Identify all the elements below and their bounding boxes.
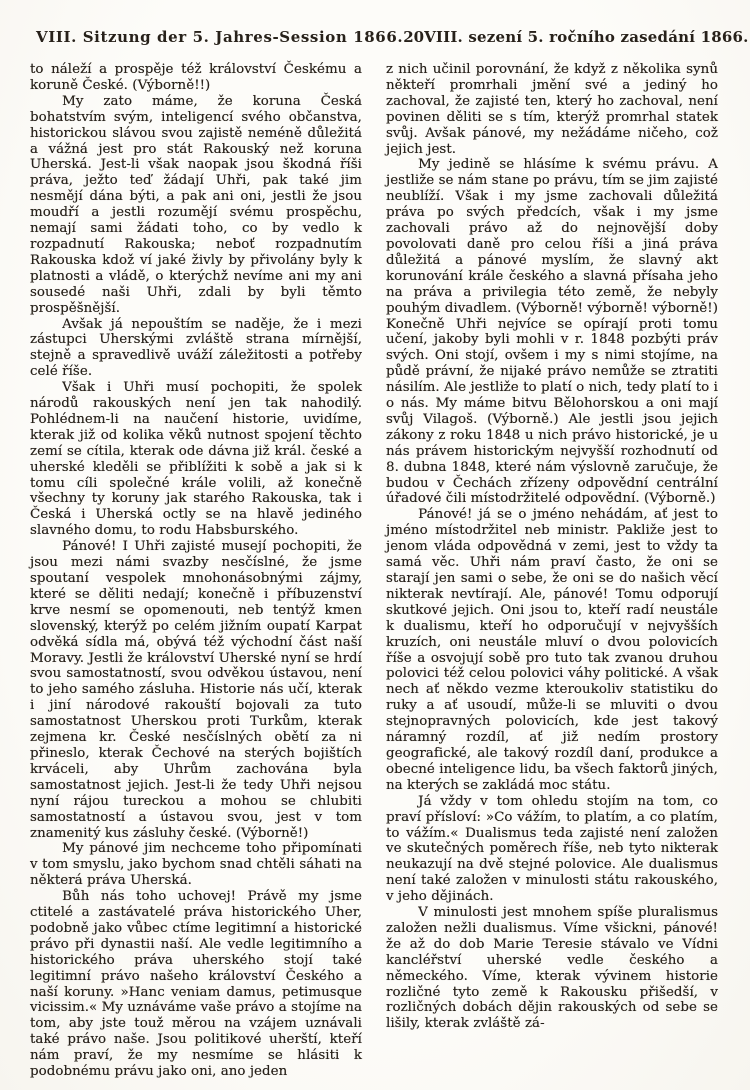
left-column (30, 62, 362, 1080)
paragraph: My pánové jim nechceme toho připomínati v tom smyslu, jako bychom snad chtěli sáhati na některá práva Uherská. (30, 841, 362, 889)
paragraph: V minulosti jest mnohem spíše pluralismus založen nežli dualismus. Víme všickni, pánové! že až do dob Marie Teresie stávalo ve Vídni kancléřství uherské vedle českého a německého. Víme, kterak vývinem historie rozličné tyto země k Rakousku přišedší, v rozličných dobách dějin rakouských od sebe se lišily, kterak zvláště zá- (386, 905, 718, 1032)
page-number: 20 (403, 28, 425, 46)
header-title-czech: VIII. sezení 5. ročního zasedání 1866. (424, 28, 749, 46)
paragraph: My jedině se hlásíme k svému právu. A jestliže se nám stane po právu, tím se jim zajisté neublíží. Však i my jsme zachovali důležitá práva po svých předcích, však i my jsme zachovali právo až do nejnovější doby povolovati daně pro celou říši a jiná práva důležitá a pánové myslím, že slavný akt korunování krále českého a slavná přísaha jeho na práva a privilegia této země, že nebyly pouhým divadlem. (Výborně! výborně! výborně!) Konečně Uhři nejvíce se opírají proti tomu učení, jakoby byli mohli v r. 1848 pozbýti práv svých. Oni stojí, ovšem i my s nimi stojíme, na půdě právní, že nijaké právo nemůže se ztratiti násilím. Ale jestliže to platí o nich, tedy platí to i o nás. My máme bitvu Bělohorskou a oni mají svůj Vilagoš. (Výborně.) Ale jestli jsou jejich zákony z roku 1848 u nich právo historické, je u nás právem historickým nejvyšší rozhodnutí od 8. dubna 1848, které nám výslovně zaručuje, že budou v Čechách zřízeny odpovědní centrální úřadové čili místodržitelé odpovědní. (Výborně.) (386, 157, 718, 507)
header-title-german: VIII. Sitzung der 5. Jahres-Session 1866. (36, 28, 404, 46)
paragraph: z nich učinil porovnání, že když z několika synů někteří promrhali jmění své a jediný ho zachoval, že zajisté ten, který ho zachoval, není povinen děliti se s tím, kterýž promrhal statek svůj. Avšak pánové, my nežádáme ničeho, což jejich jest. (386, 62, 718, 157)
paragraph: to náleží a prospěje též království Českému a koruně České. (Výborně!!) (30, 62, 362, 93)
paragraph: Však i Uhři musí pochopiti, že spolek národů rakouských není jen tak nahodilý. Pohlédnem-li na naučení historie, uvidíme, kterak již od kolika věků nutnost spojení těchto zemí se cítila, kterak ode dávna již král. české a uherské kleděli se přiblížiti k sobě a jak si k tomu cíli společné krále volili, až konečně všechny ty koruny jak starého Rakouska, tak i Česká i Uherská octly se na hlavě jediného slavného domu, to rodu Habsburského. (30, 380, 362, 539)
paragraph: Pánové! já se o jméno nehádám, ať jest to jméno místodržitel neb ministr. Pakliže jest to jenom vláda odpovědná v zemi, jest to vždy ta samá věc. Uhři nám praví často, že oni se starají jen sami o sebe, že oni se do našich věcí nikterak nevtírají. Ale, pánové! Tomu odporují skutkové jejich. Oni jsou to, kteří radí neustále k dualismu, kteří ho odporučují v nejvyšších kruzích, oni neustále mluví o dvou polovicích říše a osvojují sobě pro tuto tak zvanou druhou polovici též celou polovici váhy politické. A však nech ať někdo vezme kteroukoliv statistiku do ruky a ať usoudí, může-li se mluviti o dvou stejnopravných polovicích, kde jest takový náramný rozdíl, ať již nedím prostory geografické, ale takový rozdíl daní, produkce a obecné inteligence lidu, ba všech faktorů jiných, na kterých se zakládá moc státu. (386, 507, 718, 793)
paragraph: Já vždy v tom ohledu stojím na tom, co praví přísloví: »Co vážím, to platím, a co platím, to vážím.« Dualismus teda zajisté není založen ve skutečných poměrech říše, neb tyto nikterak neukazují na dvě stejné polovice. Ale dualismus není také založen v minulosti státu rakouského, v jeho dějinách. (386, 793, 718, 905)
paragraph: My zato máme, že koruna Česká bohatstvím svým, inteligencí svého občanstva, historickou slávou svou zajistě neméně důležitá a vážná jest pro stát Rakouský než koruna Uherská. Jest-li však naopak jsou škodná říši práva, ježto teď žádají Uhři, pak také jim nesmějí dána býti, a pak ani oni, jestli že jsou moudří a jestli rozumějí svému prospěchu, nemají sami žádati toho, co by vedlo k rozpadnutí Rakouska; neboť rozpadnutím Rakouska kdož ví jaké živly by přivolány byly k platnosti a vládě, o kterýchž nevíme ani my ani sousedé naši Uhři, zdali by byli těmto prospěšnější. (30, 93, 362, 316)
right-column (386, 62, 718, 1080)
page-header (36, 28, 749, 46)
paragraph: Avšak já nepouštím se naděje, že i mezi zástupci Uherskými zvláště strana mírnější, stejně a spravedlivě uváží záležitosti a potřeby celé říše. (30, 316, 362, 380)
paragraph: Pánové! I Uhři zajisté musejí pochopiti, že jsou mezi námi svazby nesčíslné, že jsme spoutaní vespolek mnohonásobnými zájmy, které se děliti nedají; konečně i příbuzenství krve nesmí se opomenouti, neb tentýž kmen slovenský, kterýž po celém jižním oupatí Karpat odvěká sídla má, obývá též východní část naší Moravy. Jestli že království Uherské nyní se hrdí svou samostatností, svou odvěkou ústavou, není to jeho samého zásluha. Historie nás učí, kterak i jiní národové rakouští bojovali za tuto samostatnost Uherskou proti Turkům, kterak zejmena kr. České nesčíslných obětí za ni přineslo, kterak Čechové na sterých bojištích krváceli, aby Uhrům zachována byla samostatnost jejich. Jest-li že tedy Uhři nejsou nyní rájou tureckou a mohou se chlubiti samostatností a ústavou svou, jest v tom znamenitý kus zásluhy české. (Výborně!) (30, 539, 362, 841)
text-columns (30, 62, 718, 1080)
paragraph: Bůh nás toho uchovej! Právě my jsme ctitelé a zastávatelé práva historického Uher, podobně jako vůbec ctíme legitimní a historické právo při dynastii naší. Ale vedle legitimního a historického práva uherského stojí také legitimní právo našeho království Českého a naší koruny. »Hanc veniam damus, petimusque vicissim.« My uznáváme vaše právo a stojíme na tom, aby jste touž měrou na vzájem uznávali také právo naše. Jsou politikové uherští, kteří nám praví, že my nesmíme se hlásiti k podobnému právu jako oni, ano jeden (30, 889, 362, 1080)
